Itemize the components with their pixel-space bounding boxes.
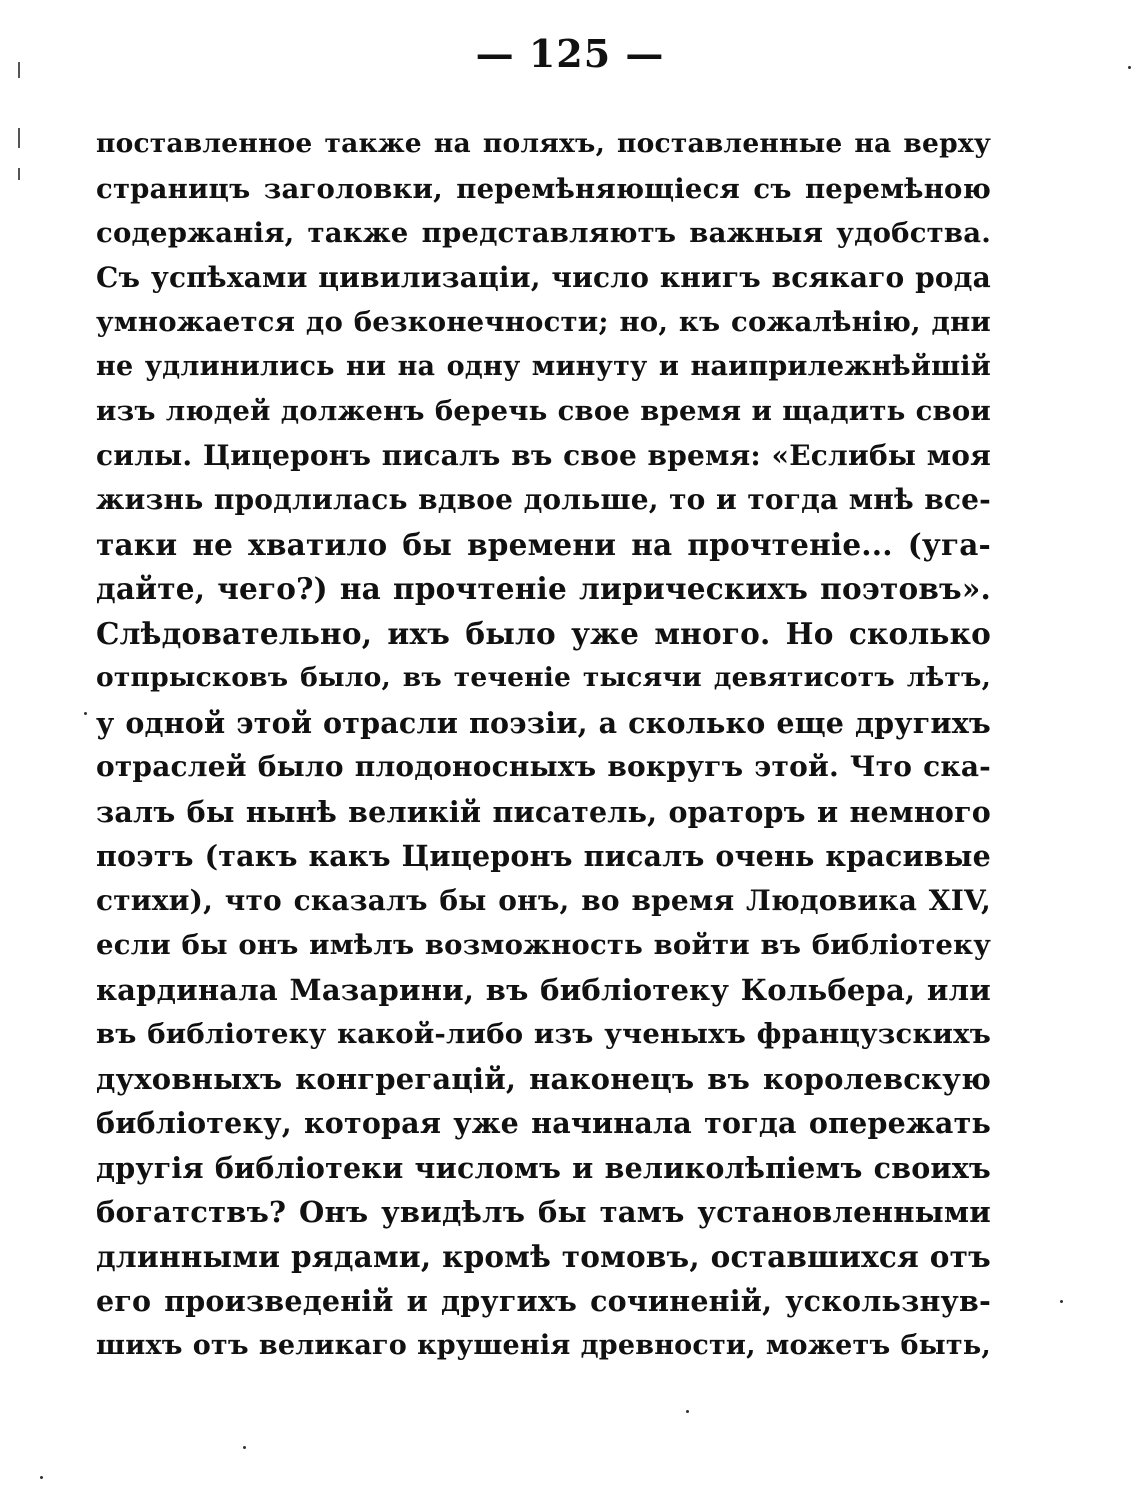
text-line: содержанія, также представляютъ важныя удобства. (96, 217, 991, 249)
scan-mark (18, 62, 20, 78)
text-line: изъ людей долженъ беречь свое время и щадить свои (96, 395, 991, 427)
text-line: богатствъ? Онъ увидѣлъ бы тамъ установленными (96, 1195, 991, 1229)
scan-speck (1128, 66, 1131, 69)
text-line: жизнь продлилась вдвое дольше, то и тогда мнѣ все- (96, 483, 991, 516)
text-line: кардинала Мазарини, въ библіотеку Кольбера, или (96, 972, 991, 1007)
scan-mark (18, 168, 20, 180)
page-number: — 125 — (475, 31, 665, 76)
scan-speck (243, 1446, 246, 1449)
text-line: умножается до безконечности; но, къ сожалѣнію, дни (96, 306, 991, 338)
text-line: страницъ заголовки, перемѣняющіеся съ перемѣною (96, 172, 991, 205)
text-line: силы. Цицеронъ писалъ въ свое время: «Еслибы моя (96, 438, 991, 472)
scan-speck (40, 1476, 43, 1479)
scan-speck (686, 1410, 689, 1413)
text-line: отраслей было плодоносныхъ вокругъ этой. Что ска- (96, 750, 991, 783)
text-line: длинными рядами, кромѣ томовъ, оставшихся отъ (96, 1238, 991, 1274)
text-line: шихъ отъ великаго крушенія древности, можетъ быть, (96, 1329, 991, 1361)
text-line: другія библіотеки числомъ и великолѣпіемъ своихъ (96, 1150, 991, 1185)
text-line: залъ бы нынѣ великій писатель, ораторъ и немного (96, 794, 991, 829)
scan-mark (18, 128, 20, 148)
text-line: стихи), что сказалъ бы онъ, во время Людовика XIV, (96, 883, 991, 917)
text-line: поставленное также на поляхъ, поставленные на верху (96, 128, 991, 159)
text-line: его произведеній и другихъ сочиненій, ускользнув- (96, 1284, 991, 1318)
text-line: отпрысковъ было, въ теченіе тысячи девятисотъ лѣтъ, (96, 662, 991, 693)
text-line: библіотеку, которая уже начинала тогда опережать (96, 1106, 991, 1140)
text-line: не удлинились ни на одну минуту и наиприлежнѣйшій (96, 350, 991, 382)
scan-speck (84, 712, 87, 715)
text-line: у одной этой отрасли поэзіи, а сколько еще другихъ (96, 705, 991, 740)
text-line: Съ успѣхами цивилизаціи, число книгъ всякаго рода (96, 260, 991, 294)
text-line: если бы онъ имѣлъ возможность войти въ библіотеку (96, 929, 991, 961)
text-line: Слѣдовательно, ихъ было уже много. Но сколько (96, 615, 991, 651)
text-line: таки не хватило бы времени на прочтеніе... (уга- (96, 526, 991, 562)
text-line: дайте, чего?) на прочтеніе лирическихъ поэтовъ». (96, 571, 991, 606)
scan-speck (1060, 1300, 1063, 1303)
text-line: въ библіотеку какой-либо изъ ученыхъ французскихъ (96, 1018, 991, 1050)
body-text (96, 122, 991, 1368)
text-line: поэтъ (такъ какъ Цицеронъ писалъ очень красивые (96, 839, 991, 873)
text-line: духовныхъ конгрегацій, наконецъ въ королевскую (96, 1061, 991, 1096)
